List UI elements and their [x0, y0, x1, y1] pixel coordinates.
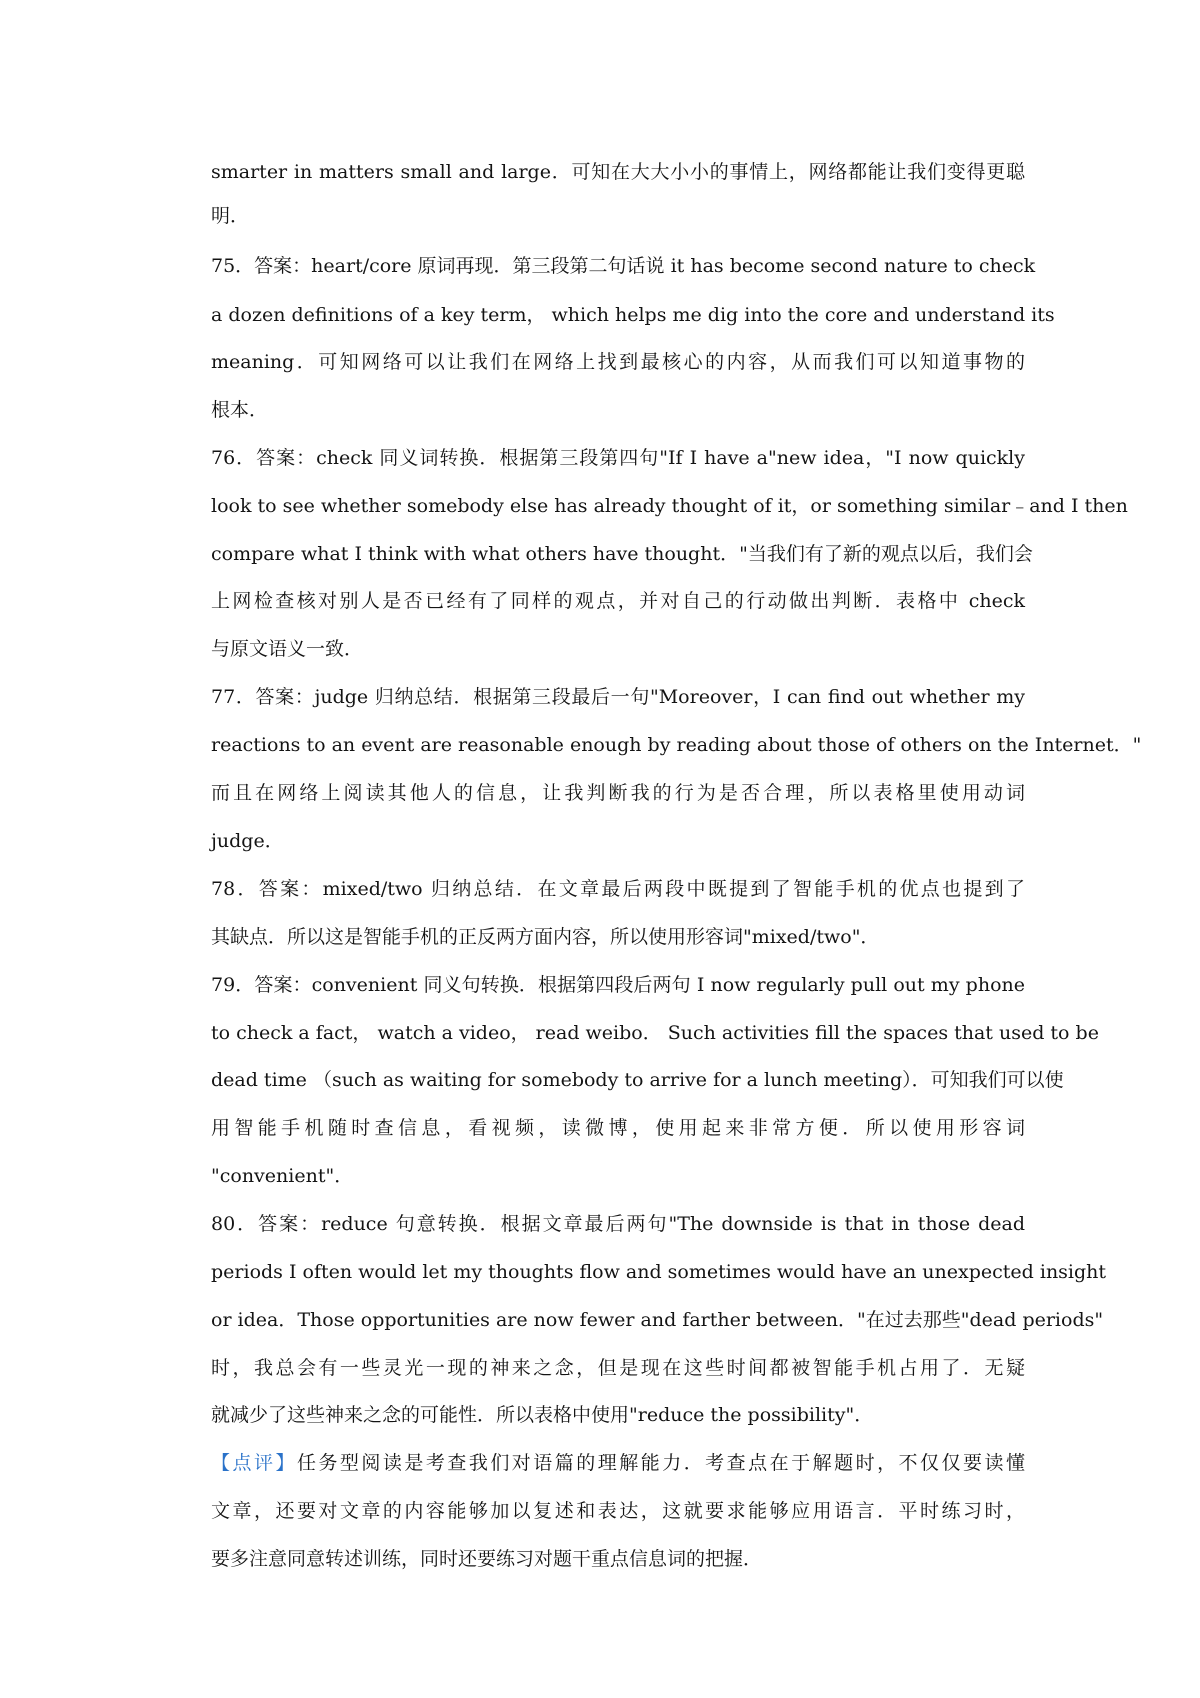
answer-80-line-1: 80．答案：reduce 句意转换．根据文章最后两句"The downside is that in those dead [211, 1213, 1025, 1235]
text-line-1: smarter in matters small and large．可知在大大小小的事情上，网络都能让我们变得更聪 [211, 161, 1025, 183]
answer-77-line-3: 而且在网络上阅读其他人的信息，让我判断我的行为是否合理，所以表格里使用动词 [211, 782, 1025, 804]
answer-80-line-5: 就减少了这些神来之念的可能性．所以表格中使用"reduce the possibility"． [211, 1404, 874, 1426]
answer-79-line-4: 用智能手机随时查信息，看视频，读微博，使用起来非常方便．所以使用形容词 [211, 1117, 1025, 1139]
answer-77-line-2: reactions to an event are reasonable enough by reading about those of others on the Internet．" [211, 734, 1142, 756]
answer-79-line-5: "convenient"． [211, 1165, 354, 1187]
answer-79-line-3: dead time （such as waiting for somebody to arrive for a lunch meeting）．可知我们可以使 [211, 1069, 1064, 1091]
answer-76-line-4: 上网检查核对别人是否已经有了同样的观点，并对自己的行动做出判断．表格中 check [211, 590, 1025, 612]
answer-75-line-4: 根本． [211, 399, 269, 421]
answer-78-line-1: 78．答案：mixed/two 归纳总结．在文章最后两段中既提到了智能手机的优点也提到了 [211, 878, 1025, 900]
review-line-1 [211, 1450, 1025, 1476]
answer-77-line-1: 77．答案：judge 归纳总结．根据第三段最后一句"Moreover，I can find out whether my [211, 686, 1025, 708]
answer-80-line-4: 时，我总会有一些灵光一现的神来之念，但是现在这些时间都被智能手机占用了．无疑 [211, 1357, 1025, 1379]
answer-80-line-3: or idea．Those opportunities are now fewer and farther between．"在过去那些"dead periods" [211, 1309, 1104, 1331]
text-line-2: 明． [211, 205, 250, 227]
answer-75-line-2: a dozen definitions of a key term， which helps me dig into the core and understand its [211, 304, 1055, 326]
answer-79-line-1: 79．答案：convenient 同义句转换．根据第四段后两句 I now regularly pull out my phone [211, 974, 1025, 996]
answer-80-line-2: periods I often would let my thoughts flow and sometimes would have an unexpected insight [211, 1261, 1107, 1283]
review-text-1: 任务型阅读是考查我们对语篇的理解能力．考查点在于解题时，不仅仅要读懂 [296, 1452, 1025, 1474]
answer-78-line-2: 其缺点．所以这是智能手机的正反两方面内容，所以使用形容词"mixed/two"． [211, 926, 880, 948]
answer-76-line-5: 与原文语义一致． [211, 638, 364, 660]
answer-76-line-1: 76．答案：check 同义词转换．根据第三段第四句"If I have a"new idea，"I now quickly [211, 447, 1025, 469]
answer-76-line-3: compare what I think with what others have thought．"当我们有了新的观点以后，我们会 [211, 543, 1033, 565]
review-line-2: 文章，还要对文章的内容能够加以复述和表达，这就要求能够应用语言．平时练习时， [211, 1500, 1025, 1522]
answer-77-line-4: judge． [211, 830, 284, 852]
answer-79-line-2: to check a fact， watch a video， read weibo． Such activities fill the spaces that used to be [211, 1022, 1099, 1044]
answer-76-line-2: look to see whether somebody else has already thought of it，or something similar﹣and I then [211, 495, 1128, 517]
review-line-3: 要多注意同意转述训练，同时还要练习对题干重点信息词的把握． [211, 1548, 763, 1570]
answer-75-line-3: meaning．可知网络可以让我们在网络上找到最核心的内容，从而我们可以知道事物的 [211, 351, 1025, 373]
review-tag: 【点评】 [211, 1452, 297, 1474]
answer-75-line-1: 75．答案：heart/core 原词再现．第三段第二句话说 it has become second nature to check [211, 255, 1036, 277]
